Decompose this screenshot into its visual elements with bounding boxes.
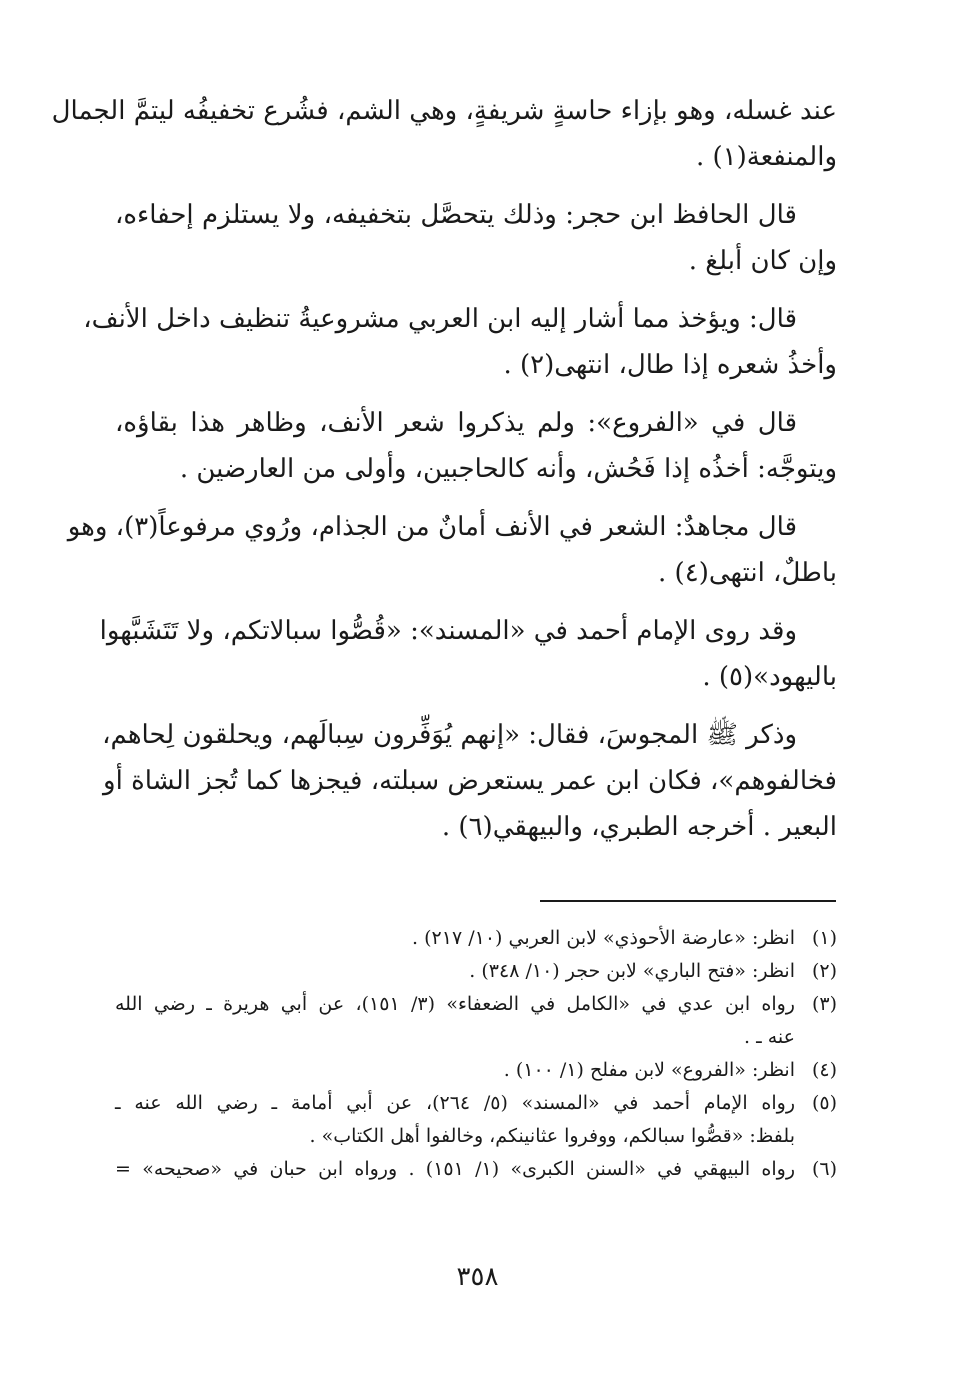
footnote-2 [115,955,837,988]
footnote-5 [115,1087,837,1153]
footnote-number: (٢) [811,960,837,982]
text-line: انظر: «فتح الباري» لابن حجر (١٠/ ٣٤٨) . [469,960,795,982]
text-line: عند غسله، وهو بإزاء حاسةٍ شريفةٍ، وهي الشم، فشُرع تخفيفُه ليتمَّ الجمال [51,96,837,126]
footnote-number: (٣) [811,993,837,1015]
text-line: قال في «الفروع»: ولم يذكروا شعر الأنف، وظاهر هذا بقاؤه، [115,408,797,438]
footnote-text [115,988,795,1054]
text-line: ويتوجَّه: أخذُه إذا فَحُش، وأنه كالحاجبين، وأولى من العارضين . [179,454,837,484]
paragraph-7 [102,712,837,850]
paragraph-1 [51,88,837,180]
paragraph-3 [83,296,837,388]
main-text [51,88,837,862]
footnote-separator [540,900,836,902]
footnote-number: (٥) [811,1092,837,1114]
text-line: وأخذُ شعره إذا طال، انتهى(٢) . [503,350,837,380]
text-line: وذكر ﷺ المجوسَ، فقال: «إنهم يُوَفِّرون سِبالَهم، ويحلقون لِحاهم، [102,720,797,750]
footnotes [115,922,837,1186]
text-line: قال الحافظ ابن حجر: وذلك يتحصَّل بتخفيفه، ولا يستلزم إحفاءه، [115,200,797,230]
text-line: فخالفوهم»، فكان ابن عمر يستعرض سبلته، فيجزها كما تُجز الشاة أو [103,766,837,796]
text-line: رواه ابن عدي في «الكامل في الضعفاء» (٣/ ١٥١)، عن أبي هريرة ـ رضي الله [115,993,795,1015]
footnote-text [115,955,795,988]
text-line: والمنفعة(١) . [695,142,837,172]
text-line: رواه البيهقي في «السنن الكبرى» (١/ ١٥١) . ورواه ابن حبان في «صحيحه» = [115,1158,795,1180]
footnote-text [115,922,795,955]
text-line: البعير . أخرجه الطبري، والبيهقي(٦) . [441,812,837,842]
footnote-number: (٦) [811,1158,837,1180]
footnote-text [115,1054,795,1087]
footnote-number: (١) [811,927,837,949]
text-line: باطلٌ، انتهى(٤) . [658,558,837,588]
text-line: وإن كان أبلغ . [688,246,837,276]
footnote-4 [115,1054,837,1087]
text-line: انظر: «الفروع» لابن مفلح (١/ ١٠٠) . [503,1059,795,1081]
footnote-1 [115,922,837,955]
footnote-text [115,1153,795,1186]
paragraph-2 [115,192,837,284]
text-line: قال مجاهدٌ: الشعر في الأنف أمانٌ من الجذام، ورُوي مرفوعاً(٣)، وهو [67,512,797,542]
paragraph-5 [67,504,837,596]
text-line: انظر: «عارضة الأحوذي» لابن العربي (١٠/ ٢١٧) . [412,927,795,949]
footnote-text [115,1087,795,1153]
text-line: عنه ـ . [744,1026,795,1048]
text-line: وقد روى الإمام أحمد في «المسند»: «قُصُّوا سبالاتكم، ولا تَتَشَبَّهوا [99,616,797,646]
text-line: قال: ويؤخذ مما أشار إليه ابن العربي مشروعيةُ تنظيف داخل الأنف، [83,304,797,334]
text-line: رواه الإمام أحمد في «المسند» (٥/ ٢٦٤)، عن أبي أمامة ـ رضي الله عنه ـ [115,1092,795,1114]
paragraph-6 [99,608,837,700]
page-number: ٣٥٨ [456,1262,499,1292]
footnote-6 [115,1153,837,1186]
footnote-number: (٤) [811,1059,837,1081]
paragraph-4 [115,400,837,492]
text-line: بلفظ: «قصُّوا سبالكم، ووفروا عثانينكم، وخالفوا أهل الكتاب» . [309,1125,795,1147]
text-line: باليهود»(٥) . [702,662,837,692]
footnote-3 [115,988,837,1054]
